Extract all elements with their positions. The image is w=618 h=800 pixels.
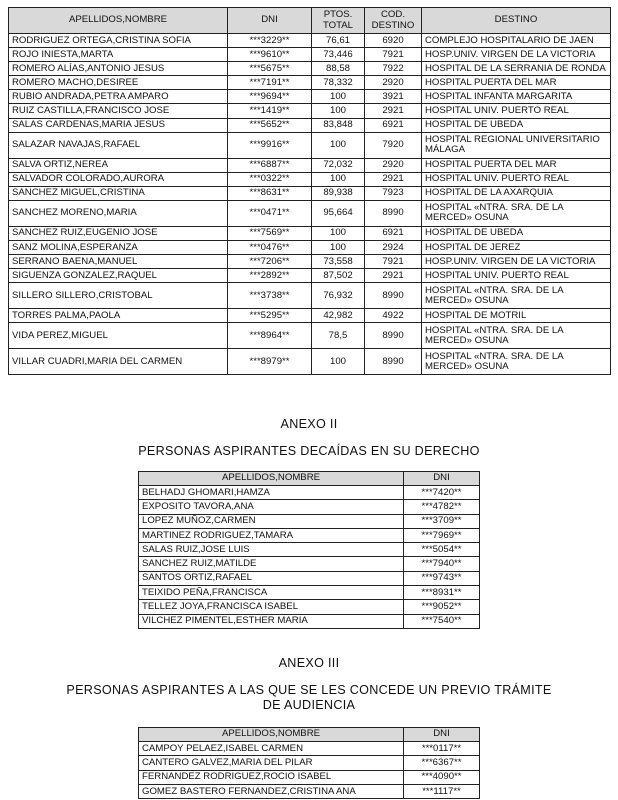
- col-header-points: PTOS. TOTAL: [312, 8, 365, 34]
- cell-code: 6920: [365, 34, 422, 48]
- cell-dni: ***5675**: [228, 62, 312, 76]
- cell-points: 100: [312, 241, 365, 255]
- table-row: [139, 528, 480, 542]
- cell-points: 87,502: [312, 269, 365, 283]
- cell-name: LOPEZ MUÑOZ,CARMEN: [139, 514, 404, 528]
- cell-dni: ***9694**: [228, 90, 312, 104]
- anexo3-subtitle-line2: DE AUDIENCIA: [262, 698, 356, 712]
- table-row: [9, 255, 611, 269]
- col-header-name: APELLIDOS,NOMBRE: [9, 8, 228, 34]
- cell-name: EXPOSITO TAVORA,ANA: [139, 500, 404, 514]
- table-row: [9, 323, 611, 349]
- cell-destination: HOSPITAL DE LA SERRANIA DE RONDA: [422, 62, 611, 76]
- table-row: [9, 269, 611, 283]
- cell-dni: ***0117**: [404, 742, 480, 756]
- col-header-destination: DESTINO: [422, 8, 611, 34]
- cell-points: 73,558: [312, 255, 365, 269]
- cell-dni: ***0322**: [228, 172, 312, 186]
- table-row: [9, 104, 611, 118]
- cell-name: SANTOS ORTIZ,RAFAEL: [139, 571, 404, 585]
- cell-name: BELHADJ GHOMARI,HAMZA: [139, 486, 404, 500]
- cell-points: 76,932: [312, 283, 365, 309]
- table-row: [139, 500, 480, 514]
- cell-dni: ***5652**: [228, 118, 312, 132]
- cell-code: 7922: [365, 62, 422, 76]
- cell-name: SANCHEZ RUIZ,EUGENIO JOSE: [9, 226, 228, 240]
- table-row: [9, 90, 611, 104]
- col-header-code: COD. DESTINO: [365, 8, 422, 34]
- cell-code: 2921: [365, 104, 422, 118]
- cell-dni: ***4090**: [404, 770, 480, 784]
- cell-name: CAMPOY PELAEZ,ISABEL CARMEN: [139, 742, 404, 756]
- cell-name: RUBIO ANDRADA,PETRA AMPARO: [9, 90, 228, 104]
- cell-name: MARTINEZ RODRIGUEZ,TAMARA: [139, 528, 404, 542]
- cell-code: 7921: [365, 255, 422, 269]
- anexo3-subtitle-line1: PERSONAS ASPIRANTES A LAS QUE SE LES CONCEDE UN PREVIO TRÁMITE: [66, 683, 552, 697]
- cell-name: VILLAR CUADRI,MARIA DEL CARMEN: [9, 349, 228, 375]
- cell-dni: ***7969**: [404, 528, 480, 542]
- cell-name: SALVADOR COLORADO,AURORA: [9, 172, 228, 186]
- table-row: [139, 514, 480, 528]
- cell-dni: ***3229**: [228, 34, 312, 48]
- table-row: [139, 756, 480, 770]
- cell-dni: ***6887**: [228, 158, 312, 172]
- cell-dni: ***8931**: [404, 586, 480, 600]
- cell-destination: HOSPITAL DE UBEDA: [422, 118, 611, 132]
- assignment-table-body: [9, 34, 611, 375]
- cell-points: 72,032: [312, 158, 365, 172]
- col-header-dni: DNI: [228, 8, 312, 34]
- table-row: [9, 172, 611, 186]
- cell-name: SANCHEZ MORENO,MARIA: [9, 200, 228, 226]
- table-row: [139, 557, 480, 571]
- cell-name: SERRANO BAENA,MANUEL: [9, 255, 228, 269]
- col-header-dni: DNI: [404, 472, 480, 486]
- cell-code: 4922: [365, 309, 422, 323]
- cell-name: TEIXIDO PEÑA,FRANCISCA: [139, 586, 404, 600]
- cell-code: 2920: [365, 158, 422, 172]
- col-header-name: APELLIDOS,NOMBRE: [139, 472, 404, 486]
- cell-points: 83,848: [312, 118, 365, 132]
- cell-dni: ***2892**: [228, 269, 312, 283]
- cell-destination: HOSPITAL REGIONAL UNIVERSITARIO MÁLAGA: [422, 132, 611, 158]
- cell-dni: ***8964**: [228, 323, 312, 349]
- cell-dni: ***9052**: [404, 600, 480, 614]
- cell-dni: ***9916**: [228, 132, 312, 158]
- cell-points: 42,982: [312, 309, 365, 323]
- cell-name: ROMERO ALÍAS,ANTONIO JESUS: [9, 62, 228, 76]
- table-row: [9, 200, 611, 226]
- table-row: [139, 784, 480, 798]
- table-row: [139, 742, 480, 756]
- cell-code: 6921: [365, 226, 422, 240]
- anexo3-table-body: [139, 742, 480, 799]
- cell-name: VILCHEZ PIMENTEL,ESTHER MARIA: [139, 614, 404, 628]
- anexo2-table-body: [139, 486, 480, 629]
- table-row: [9, 309, 611, 323]
- cell-dni: ***7420**: [404, 486, 480, 500]
- cell-name: RODRIGUEZ ORTEGA,CRISTINA SOFIA: [9, 34, 228, 48]
- cell-destination: HOSPITAL DE JEREZ: [422, 241, 611, 255]
- table-header-row: [9, 8, 611, 34]
- cell-points: 73,446: [312, 48, 365, 62]
- cell-dni: ***3709**: [404, 514, 480, 528]
- cell-code: 3921: [365, 90, 422, 104]
- table-row: [139, 770, 480, 784]
- cell-name: FERNANDEZ RODRIGUEZ,ROCIO ISABEL: [139, 770, 404, 784]
- cell-dni: ***4782**: [404, 500, 480, 514]
- cell-code: 2924: [365, 241, 422, 255]
- cell-points: 100: [312, 104, 365, 118]
- table-row: [9, 158, 611, 172]
- cell-dni: ***1117**: [404, 784, 480, 798]
- cell-name: SALVA ORTIZ,NEREA: [9, 158, 228, 172]
- cell-dni: ***5295**: [228, 309, 312, 323]
- cell-dni: ***0471**: [228, 200, 312, 226]
- table-row: [139, 614, 480, 628]
- cell-code: 7923: [365, 186, 422, 200]
- cell-points: 100: [312, 349, 365, 375]
- table-row: [9, 132, 611, 158]
- table-row: [9, 48, 611, 62]
- cell-name: SANCHEZ RUIZ,MATILDE: [139, 557, 404, 571]
- cell-dni: ***8631**: [228, 186, 312, 200]
- cell-dni: ***0476**: [228, 241, 312, 255]
- table-row: [9, 34, 611, 48]
- table-row: [9, 283, 611, 309]
- cell-code: 6921: [365, 118, 422, 132]
- table-row: [9, 349, 611, 375]
- cell-name: CANTERO GALVEZ,MARIA DEL PILAR: [139, 756, 404, 770]
- cell-dni: ***3738**: [228, 283, 312, 309]
- cell-destination: HOSPITAL DE MOTRIL: [422, 309, 611, 323]
- cell-code: 7921: [365, 48, 422, 62]
- cell-destination: COMPLEJO HOSPITALARIO DE JAEN: [422, 34, 611, 48]
- cell-destination: HOSPITAL UNIV. PUERTO REAL: [422, 269, 611, 283]
- cell-points: 100: [312, 132, 365, 158]
- cell-name: SILLERO SILLERO,CRISTOBAL: [9, 283, 228, 309]
- cell-destination: HOSPITAL «NTRA. SRA. DE LA MERCED» OSUNA: [422, 200, 611, 226]
- table-row: [139, 486, 480, 500]
- cell-dni: ***1419**: [228, 104, 312, 118]
- cell-points: 95,664: [312, 200, 365, 226]
- table-row: [9, 241, 611, 255]
- cell-code: 8990: [365, 200, 422, 226]
- cell-name: TORRES PALMA,PAOLA: [9, 309, 228, 323]
- cell-name: VIDA PEREZ,MIGUEL: [9, 323, 228, 349]
- cell-destination: HOSPITAL INFANTA MARGARITA: [422, 90, 611, 104]
- cell-name: SALAS CARDENAS,MARIA JESUS: [9, 118, 228, 132]
- cell-destination: HOSPITAL «NTRA. SRA. DE LA MERCED» OSUNA: [422, 349, 611, 375]
- cell-code: 8990: [365, 323, 422, 349]
- cell-destination: HOSPITAL UNIV. PUERTO REAL: [422, 104, 611, 118]
- cell-destination: HOSPITAL «NTRA. SRA. DE LA MERCED» OSUNA: [422, 283, 611, 309]
- cell-name: SANZ MOLINA,ESPERANZA: [9, 241, 228, 255]
- table-header-row: [139, 728, 480, 742]
- cell-code: 2921: [365, 172, 422, 186]
- cell-dni: ***9610**: [228, 48, 312, 62]
- cell-dni: ***7191**: [228, 76, 312, 90]
- table-row: [139, 543, 480, 557]
- cell-name: SANCHEZ MIGUEL,CRISTINA: [9, 186, 228, 200]
- cell-destination: HOSP.UNIV. VIRGEN DE LA VICTORIA: [422, 255, 611, 269]
- cell-name: ROJO INIESTA,MARTA: [9, 48, 228, 62]
- cell-destination: HOSPITAL «NTRA. SRA. DE LA MERCED» OSUNA: [422, 323, 611, 349]
- cell-code: 8990: [365, 349, 422, 375]
- cell-dni: ***7569**: [228, 226, 312, 240]
- cell-points: 100: [312, 226, 365, 240]
- anexo3-title: ANEXO III: [278, 656, 340, 670]
- cell-points: 100: [312, 172, 365, 186]
- col-header-dni: DNI: [404, 728, 480, 742]
- cell-code: 7920: [365, 132, 422, 158]
- table-header-row: [139, 472, 480, 486]
- anexo2-subtitle: PERSONAS ASPIRANTES DECAÍDAS EN SU DERECHO: [138, 444, 480, 458]
- cell-name: GOMEZ BASTERO FERNANDEZ,CRISTINA ANA: [139, 784, 404, 798]
- cell-code: 2920: [365, 76, 422, 90]
- cell-points: 78,5: [312, 323, 365, 349]
- table-row: [9, 62, 611, 76]
- cell-destination: HOSPITAL PUERTA DEL MAR: [422, 76, 611, 90]
- cell-dni: ***7940**: [404, 557, 480, 571]
- table-row: [9, 186, 611, 200]
- cell-points: 89,938: [312, 186, 365, 200]
- cell-name: SALAS RUIZ,JOSE LUIS: [139, 543, 404, 557]
- cell-dni: ***5054**: [404, 543, 480, 557]
- anexo3-table: [138, 727, 480, 799]
- cell-points: 88,58: [312, 62, 365, 76]
- cell-destination: HOSPITAL DE UBEDA: [422, 226, 611, 240]
- cell-destination: HOSP.UNIV. VIRGEN DE LA VICTORIA: [422, 48, 611, 62]
- cell-points: 78,332: [312, 76, 365, 90]
- cell-destination: HOSPITAL PUERTA DEL MAR: [422, 158, 611, 172]
- cell-dni: ***9743**: [404, 571, 480, 585]
- table-row: [139, 600, 480, 614]
- cell-points: 100: [312, 90, 365, 104]
- col-header-name: APELLIDOS,NOMBRE: [139, 728, 404, 742]
- cell-code: 2921: [365, 269, 422, 283]
- cell-name: SALAZAR NAVAJAS,RAFAEL: [9, 132, 228, 158]
- cell-destination: HOSPITAL UNIV. PUERTO REAL: [422, 172, 611, 186]
- cell-destination: HOSPITAL DE LA AXARQUIA: [422, 186, 611, 200]
- cell-name: TELLEZ JOYA,FRANCISCA ISABEL: [139, 600, 404, 614]
- cell-name: ROMERO MACHO,DESIREE: [9, 76, 228, 90]
- anexo2-table: [138, 471, 480, 629]
- cell-name: SIGUENZA GONZALEZ,RAQUEL: [9, 269, 228, 283]
- cell-name: RUIZ CASTILLA,FRANCISCO JOSE: [9, 104, 228, 118]
- cell-code: 8990: [365, 283, 422, 309]
- assignment-table: [8, 7, 611, 375]
- cell-points: 76,61: [312, 34, 365, 48]
- table-row: [139, 586, 480, 600]
- table-row: [9, 118, 611, 132]
- cell-dni: ***7206**: [228, 255, 312, 269]
- cell-dni: ***7540**: [404, 614, 480, 628]
- cell-dni: ***8979**: [228, 349, 312, 375]
- table-row: [9, 76, 611, 90]
- table-row: [9, 226, 611, 240]
- cell-dni: ***6367**: [404, 756, 480, 770]
- table-row: [139, 571, 480, 585]
- anexo2-title: ANEXO II: [280, 417, 338, 431]
